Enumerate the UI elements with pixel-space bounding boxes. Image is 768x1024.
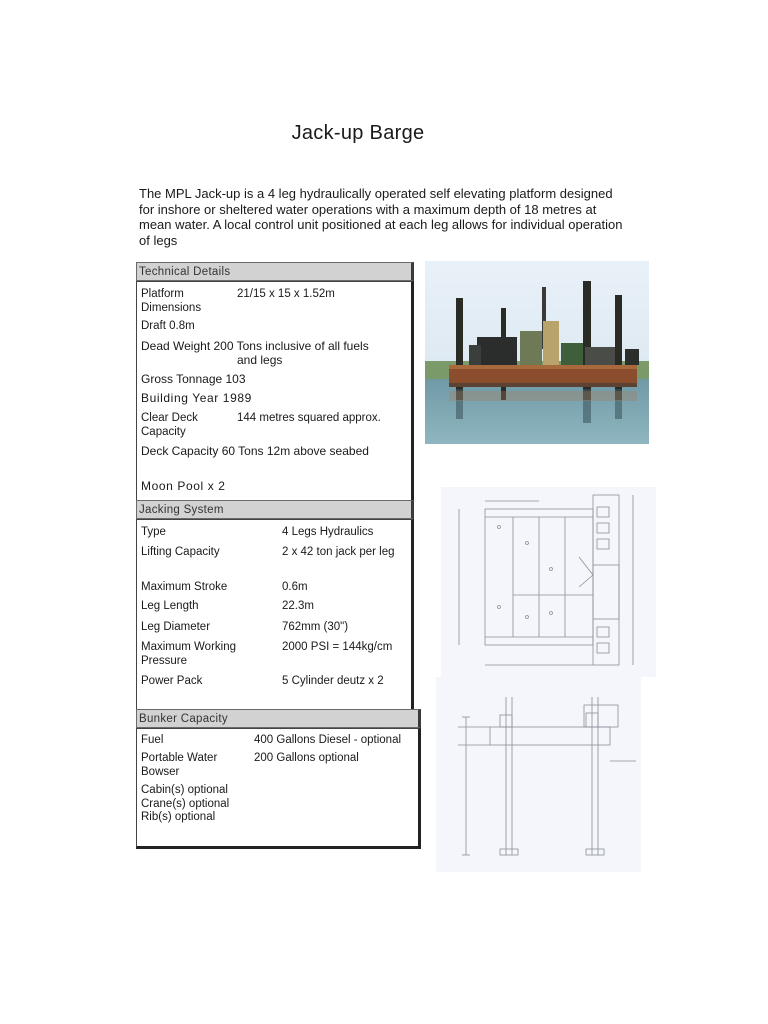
table-row — [137, 525, 411, 545]
table-row — [137, 545, 411, 580]
table-row — [137, 733, 418, 751]
row-label: Leg Diameter — [141, 621, 211, 633]
row-label: Gross Tonnage 103 — [141, 372, 246, 386]
row-label: Draft 0.8m — [141, 320, 195, 332]
table-row — [137, 784, 418, 828]
row-label: Deck Capacity 60 Tons 12m above seabed — [141, 444, 369, 458]
jacking-system-table — [136, 500, 414, 714]
row-label: Power Pack — [141, 675, 203, 687]
elevation-drawing — [436, 677, 641, 872]
row-value: 5 Cylinder deutz x 2 — [282, 675, 384, 687]
row-value: 2000 PSI = 144kg/cm — [282, 641, 393, 653]
row-label: Maximum Working Pressure — [141, 641, 236, 667]
row-value: 400 Gallons Diesel - optional — [254, 734, 402, 746]
table-row — [137, 751, 418, 784]
table-row — [137, 391, 411, 411]
jacking-system-heading: Jacking System — [136, 500, 414, 519]
row-label: Cabin(s) optional Crane(s) optional Rib(s) optional — [141, 784, 230, 823]
row-label: Lifting Capacity — [141, 546, 220, 558]
table-row — [137, 339, 411, 372]
table-row — [137, 580, 411, 599]
row-value: 144 metres squared approx. — [237, 412, 381, 424]
intro-paragraph: The MPL Jack-up is a 4 leg hydraulically operated self elevating platform designed for inshore or sheltered water operations with a maximum depth of 18 metres at mean water. A local control unit positioned at each leg allows for individual operation of legs — [139, 186, 623, 248]
row-value: 21/15 x 15 x 1.52m — [237, 288, 335, 300]
table-row — [137, 674, 411, 690]
page-title: Jack-up Barge — [291, 122, 425, 144]
row-value: 200 Gallons optional — [254, 752, 359, 764]
bunker-capacity-table — [136, 709, 421, 849]
row-label: Platform Dimensions — [141, 288, 202, 314]
row-label: Maximum Stroke — [141, 581, 228, 593]
bunker-capacity-heading: Bunker Capacity — [136, 709, 421, 728]
row-value: 2 x 42 ton jack per leg — [282, 546, 395, 558]
deck-plan-drawing — [441, 487, 656, 677]
table-row — [137, 372, 411, 391]
row-label: Portable Water Bowser — [141, 752, 218, 778]
technical-details-table — [136, 262, 414, 518]
row-label: Moon Pool x 2 — [141, 479, 226, 493]
table-row — [137, 479, 411, 495]
barge-photo — [425, 261, 649, 444]
row-value: 22.3m — [282, 600, 314, 612]
table-row — [137, 319, 411, 339]
row-value: 4 Legs Hydraulics — [282, 526, 374, 538]
row-value: and legs — [237, 353, 283, 367]
row-label: Fuel — [141, 734, 164, 746]
row-label: Leg Length — [141, 600, 199, 612]
row-value: 0.6m — [282, 581, 308, 593]
row-label: Clear Deck Capacity — [141, 412, 198, 438]
row-label: Type — [141, 526, 166, 538]
row-label: Dead Weight 200 Tons inclusive of all fuels — [141, 339, 369, 353]
table-row — [137, 640, 411, 674]
row-label: Building Year 1989 — [141, 391, 252, 405]
table-row — [137, 444, 411, 479]
technical-details-heading: Technical Details — [136, 262, 414, 281]
table-row — [137, 411, 411, 444]
row-value: 762mm (30") — [282, 621, 349, 633]
table-row — [137, 620, 411, 640]
table-row — [137, 287, 411, 319]
table-row — [137, 599, 411, 620]
